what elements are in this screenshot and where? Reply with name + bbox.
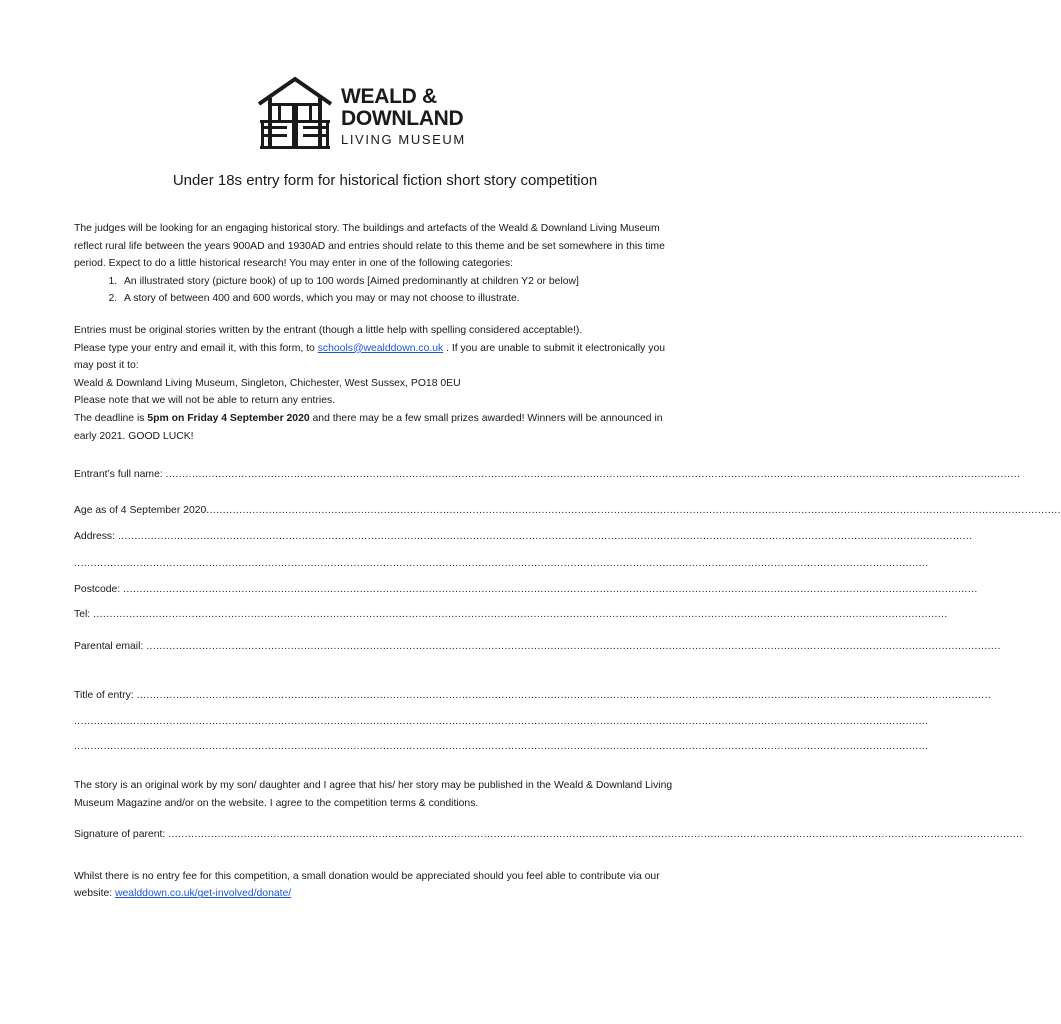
- dotted-fill-line: ....................................................................................................................................................................................................................................................................: [136, 690, 992, 702]
- return-note: Please note that we will not be able to return any entries.: [74, 395, 336, 407]
- tel-label: Tel:: [74, 609, 91, 621]
- title-of-entry-label: Title of entry:: [74, 690, 134, 702]
- dotted-fill-line: ....................................................................................................................................................................................................................................................................: [123, 583, 978, 595]
- postcode-field[interactable]: [74, 581, 978, 599]
- entries-paragraph: [74, 322, 678, 445]
- dotted-fill-line: ....................................................................................................................................................................................................................................................................: [74, 557, 929, 569]
- deadline-text-end: and there may be a few small prizes awarded! Winners will be announced in early 2021. GOOD LUCK!: [74, 412, 663, 442]
- title-of-entry-field[interactable]: [74, 687, 992, 705]
- donate-link[interactable]: wealddown.co.uk/get-involved/donate/: [115, 888, 292, 900]
- museum-logo: [256, 76, 496, 156]
- form-body: [74, 220, 1061, 903]
- age-field[interactable]: [74, 502, 1061, 520]
- title-line-2-field[interactable]: [74, 713, 929, 731]
- signature-label: Signature of parent:: [74, 829, 166, 841]
- name-field[interactable]: [74, 466, 1021, 484]
- tel-field[interactable]: [74, 606, 948, 624]
- postcode-label: Postcode:: [74, 583, 121, 595]
- dotted-fill-line: ....................................................................................................................................................................................................................................................................: [165, 469, 1021, 481]
- title-line-3-field[interactable]: [74, 738, 929, 756]
- house-logo-icon: [256, 76, 334, 152]
- donation-text: Whilst there is no entry fee for this competition, a small donation would be appreciated should you feel able to contribute via our website:: [74, 870, 660, 900]
- logo-line-2: DOWNLAND: [341, 107, 464, 130]
- dotted-fill-line: ....................................................................................................................................................................................................................................................................: [168, 829, 1023, 841]
- entries-instruction-end: . If you are unable to submit it electronically you may post it to:: [74, 342, 665, 372]
- entries-line: Entries must be original stories written by the entrant (though a little help with spelling considered acceptable!).: [74, 324, 583, 336]
- address-label: Address:: [74, 531, 116, 543]
- dotted-fill-line: ....................................................................................................................................................................................................................................................................: [206, 504, 1061, 516]
- entries-instruction: Please type your entry and email it, with this form, to: [74, 342, 318, 354]
- category-list: [74, 273, 678, 308]
- postal-address: Weald & Downland Living Museum, Singleton, Chichester, West Sussex, PO18 0EU: [74, 377, 461, 389]
- address-line-2-field[interactable]: [74, 555, 929, 573]
- deadline-text: The deadline is: [74, 412, 148, 424]
- page-title: Under 18s entry form for historical fiction short story competition: [172, 172, 598, 189]
- signature-field[interactable]: [74, 826, 1023, 844]
- dotted-fill-line: ....................................................................................................................................................................................................................................................................: [93, 609, 948, 621]
- dotted-fill-line: ....................................................................................................................................................................................................................................................................: [74, 741, 929, 753]
- dotted-fill-line: ....................................................................................................................................................................................................................................................................: [74, 715, 929, 727]
- parental-email-label: Parental email:: [74, 640, 144, 652]
- category-item: 1. An illustrated story (picture book) of up to 100 words [Aimed predominantly at children Y2 or below]: [120, 273, 678, 291]
- logo-line-3: LIVING MUSEUM: [341, 132, 466, 147]
- deadline-date: 5pm on Friday 4 September 2020: [147, 412, 310, 424]
- logo-line-1: WEALD &: [341, 85, 437, 108]
- name-label: Entrant’s full name:: [74, 469, 163, 481]
- dotted-fill-line: ....................................................................................................................................................................................................................................................................: [117, 531, 973, 543]
- email-link[interactable]: schools@wealddown.co.uk: [317, 342, 444, 354]
- age-label: Age as of 4 September 2020: [74, 504, 207, 516]
- intro-paragraph: The judges will be looking for an engaging historical story. The buildings and artefacts of the Weald & Downland Living Museum reflect rural life between the years 900AD and 1930AD and entries should relate to this theme and be set somewhere in this time period. Expect to do a little historical research! You may enter in one of the following categories:: [74, 223, 665, 270]
- category-item: 2. A story of between 400 and 600 words, which you may or may not choose to illustrate.: [120, 290, 678, 308]
- donation-paragraph: [74, 868, 678, 903]
- address-field[interactable]: [74, 528, 973, 546]
- consent-paragraph: The story is an original work by my son/ daughter and I agree that his/ her story may be published in the Weald & Downland Living Museum Magazine and/or on the website. I agree to the competition terms & conditions.: [74, 780, 673, 809]
- dotted-fill-line: ....................................................................................................................................................................................................................................................................: [146, 640, 1001, 652]
- parental-email-field[interactable]: [74, 638, 1001, 656]
